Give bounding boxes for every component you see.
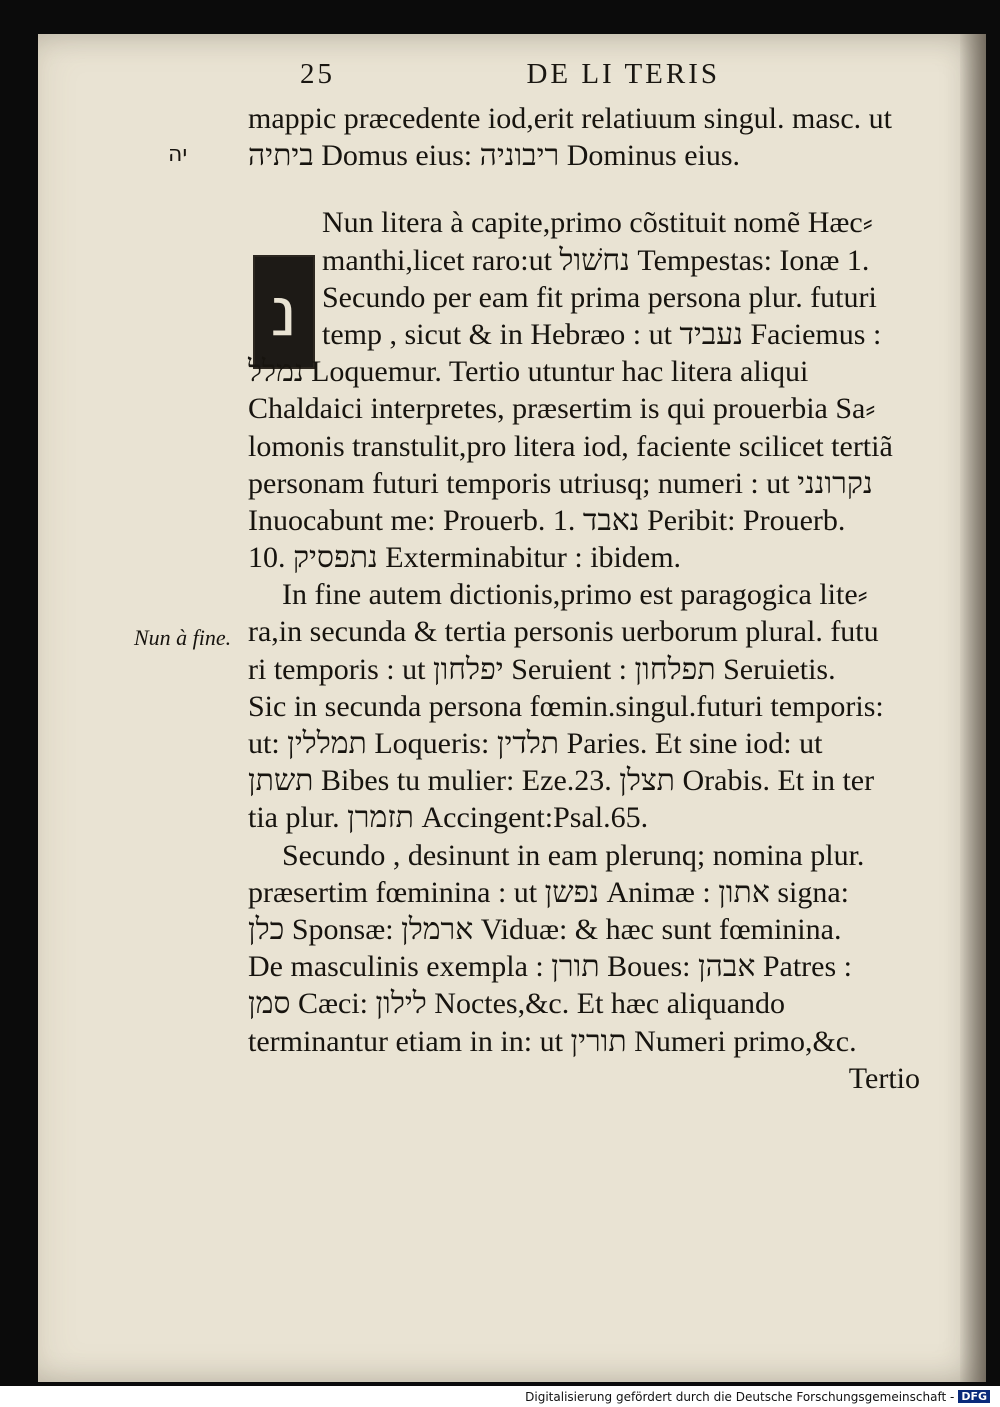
text-line: manthi,licet raro:ut נחשׁול Tempestas: Ionæ 1. xyxy=(322,243,870,277)
text-line: Sic in secunda persona fœmin.singul.futuri temporis: xyxy=(248,689,884,723)
text-line: In fine autem dictionis,primo est paragogica lite⸗ xyxy=(282,578,868,612)
text-line: Secundo per eam fit prima persona plur. futuri xyxy=(322,280,877,314)
text-line: personam futuri temporis utriusq; numeri : ut נקרונני xyxy=(248,466,873,500)
text-line: Secundo , desinunt in eam plerunq; nomina plur. xyxy=(282,838,865,872)
footer-bar xyxy=(0,1386,1000,1407)
text-line: סמן Cæci: לילון Noctes,&c. Et hæc aliquando xyxy=(248,987,786,1021)
text-line: נמלל Loquemur. Tertio utuntur hac litera aliqui xyxy=(248,355,809,389)
catchword: Tertio xyxy=(848,1061,920,1095)
text-line: ut: תמללין Loqueris: תלדין Paries. Et sine iod: ut xyxy=(248,727,823,760)
text-line: Chaldaici interpretes, præsertim is qui prouerbia Sa⸗ xyxy=(248,392,876,426)
page-header xyxy=(300,58,720,91)
running-title: DE LI TERIS xyxy=(526,58,720,90)
body-text xyxy=(248,100,920,1097)
dfg-logo: DFG xyxy=(958,1390,990,1403)
decorated-initial: נ xyxy=(253,255,315,369)
text-line: temp , sicut & in Hebræo : ut נעביד Faciemus : xyxy=(322,317,882,351)
text-line: ra,in secunda & tertia personis uerborum plural. futu xyxy=(248,615,879,649)
text-line: כלן Sponsæ: ארמלן Viduæ: & hæc sunt fœminina. xyxy=(248,912,842,946)
page-edge-shadow xyxy=(960,34,986,1382)
text-line: terminantur etiam in in: ut תורין Numeri primo,&c. xyxy=(248,1024,857,1058)
text-line: lomonis transtulit,pro litera iod, faciente scilicet tertiã xyxy=(248,429,893,463)
text-line: tia plur. תזמרן Accingent:Psal.65. xyxy=(248,801,649,835)
page-number: 25 xyxy=(300,58,335,90)
text-line: 10. נתפסיק Exterminabitur : ibidem. xyxy=(248,541,682,575)
text-line: Nun litera à capite,primo cõstituit nomẽ Hæc⸗ xyxy=(322,206,873,240)
footer-credit: Digitalisierung gefördert durch die Deutsche Forschungsgemeinschaft - xyxy=(525,1389,955,1404)
text-line: תשתן Bibes tu mulier: Eze.23. תצלן Orabis. Et in ter xyxy=(248,764,875,798)
margin-note-hebrew: יה xyxy=(168,142,188,167)
margin-note-nun-a-fine: Nun à fine. xyxy=(134,625,232,650)
text-line: ri temporis : ut יפלחון Seruient : תפלחון Seruietis. xyxy=(248,652,836,686)
text-line: ביתיה Domus eius: ריבוניה Dominus eius. xyxy=(248,139,741,173)
text-line: Inuocabunt me: Prouerb. 1. נאבד Peribit: Prouerb. xyxy=(248,503,846,537)
text-line: mappic præcedente iod,erit relatiuum singul. masc. ut xyxy=(248,102,892,135)
text-line: præsertim fœminina : ut נפשן Animæ : אתון signa: xyxy=(248,875,849,909)
text-line: De masculinis exempla : תורן Boues: אבהן Patres : xyxy=(248,950,852,984)
